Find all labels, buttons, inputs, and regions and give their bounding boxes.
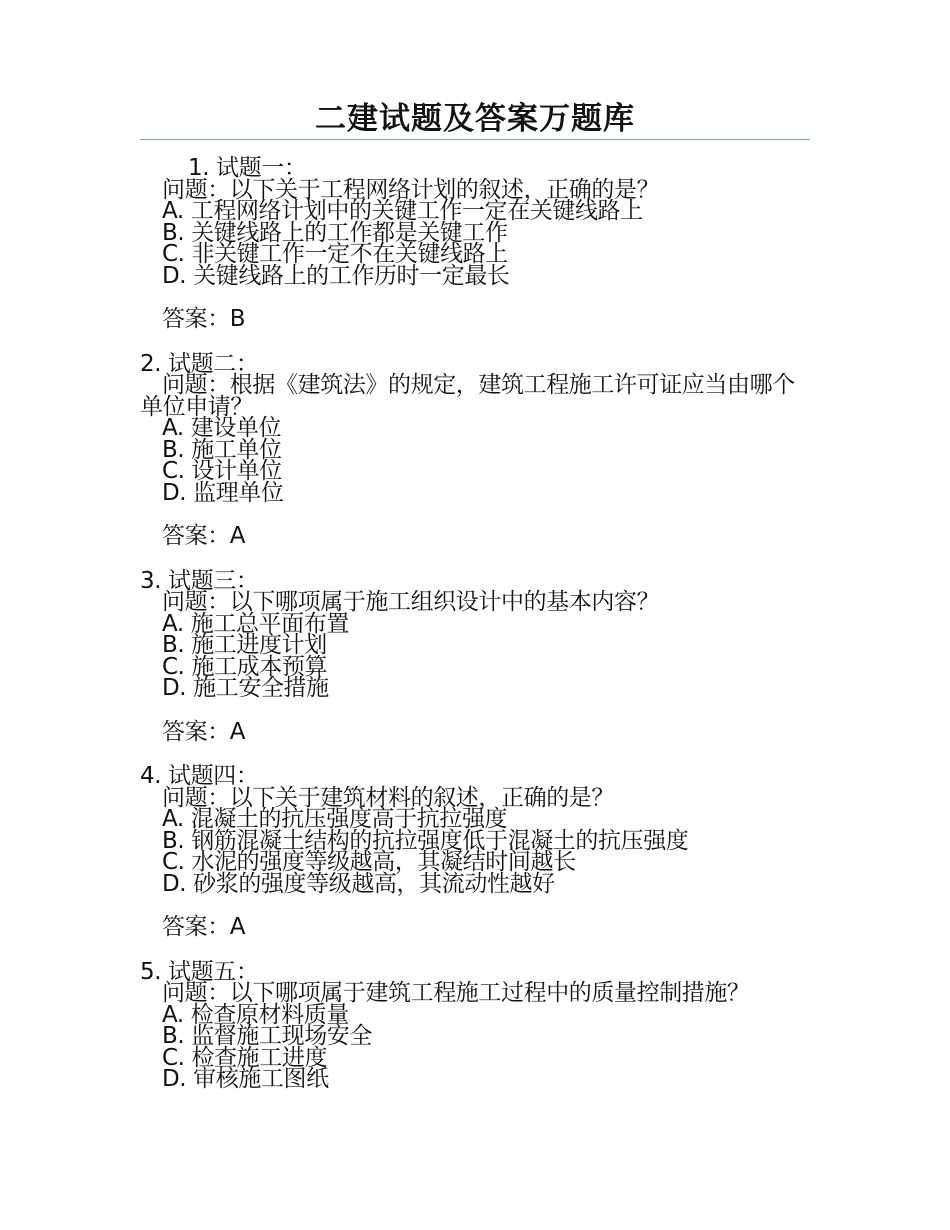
- option-a: A. 工程网络计划中的关键工作一定在关键线路上: [162, 198, 643, 224]
- option-a: A. 施工总平面布置: [162, 610, 349, 637]
- question-1: [140, 155, 810, 332]
- question-2: [140, 350, 810, 549]
- question-text: 问题：以下关于工程网络计划的叙述，正确的是？: [162, 176, 660, 203]
- option-a: A. 混凝土的抗压强度高于抗拉强度: [162, 806, 508, 832]
- option-b: B. 关键线路上的工作都是关键工作: [162, 219, 508, 246]
- option-c: C. 水泥的强度等级越高，其凝结时间越长: [162, 849, 576, 875]
- question-4: [140, 763, 810, 940]
- document-title: 二建试题及答案万题库: [315, 101, 635, 137]
- option-d: D. 关键线路上的工作历时一定最长: [162, 262, 510, 289]
- question-heading: 1. 试题一：: [188, 155, 307, 181]
- answer: 答案：A: [162, 914, 246, 940]
- question-5: [140, 958, 810, 1092]
- question-heading: 4. 试题四：: [140, 763, 259, 789]
- option-c: C. 施工成本预算: [162, 653, 328, 680]
- answer: 答案：A: [162, 523, 246, 549]
- option-d: D. 砂浆的强度等级越高，其流动性越好: [162, 870, 555, 897]
- question-heading: 2. 试题二：: [140, 350, 259, 377]
- option-b: B. 施工进度计划: [162, 632, 327, 658]
- question-heading: 5. 试题五：: [140, 958, 259, 985]
- answer: 答案：B: [162, 306, 246, 332]
- option-c: C. 非关键工作一定不在关键线路上: [162, 241, 508, 267]
- question-3: [140, 567, 810, 745]
- option-a: A. 建设单位: [162, 415, 282, 441]
- option-c: C. 检查施工进度: [162, 1044, 328, 1071]
- option-d: D. 审核施工图纸: [162, 1066, 329, 1092]
- option-d: D. 监理单位: [162, 479, 284, 506]
- title-underline: [140, 139, 810, 140]
- question-text: 问题：根据《建筑法》的规定，建筑工程施工许可证应当由哪个单位申请？: [140, 372, 795, 420]
- question-text: 问题：以下关于建筑材料的叙述，正确的是？: [162, 784, 615, 811]
- option-c: C. 设计单位: [162, 458, 282, 484]
- option-b: B. 钢筋混凝土结构的抗拉强度低于混凝土的抗压强度: [162, 827, 689, 854]
- option-b: B. 施工单位: [162, 436, 282, 463]
- question-list: [140, 155, 810, 1092]
- question-heading: 3. 试题三：: [140, 567, 259, 594]
- option-d: D. 施工安全措施: [162, 675, 329, 701]
- option-a: A. 检查原材料质量: [162, 1001, 349, 1028]
- answer: 答案：A: [162, 718, 246, 745]
- question-text: 问题：以下哪项属于施工组织设计中的基本内容？: [162, 589, 660, 615]
- option-b: B. 监督施工现场安全: [162, 1023, 373, 1049]
- question-text: 问题：以下哪项属于建筑工程施工过程中的质量控制措施？: [162, 980, 750, 1006]
